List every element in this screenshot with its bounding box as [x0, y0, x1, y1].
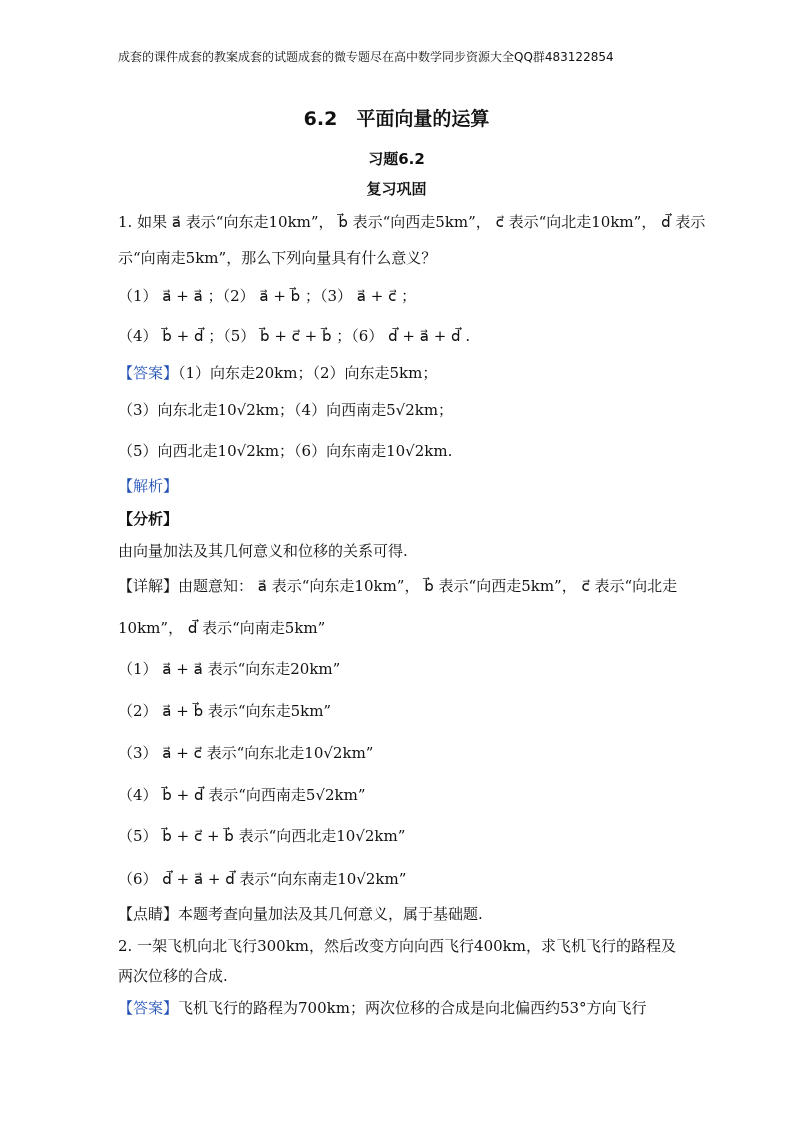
line-text: （1）向东走20km；（2）向东走5km；: [178, 364, 438, 382]
answer-tag: 【答案】: [118, 364, 179, 382]
line-text: 飞机飞行的路程为700km；两次位移的合成是向北偏西约53°方向飞行: [178, 999, 647, 1017]
text-line: [118, 936, 676, 956]
text-line: [118, 248, 436, 268]
text-line: [118, 743, 373, 763]
line-text: （4） b⃗ + d⃗ ；（5） b⃗ + c⃗ + b⃗ ；（6） d⃗ + a⃗ + d⃗ .: [118, 327, 471, 345]
line-text: （2） a⃗ + b⃗ 表示“向东走5km”: [118, 702, 332, 720]
text-line: [118, 441, 452, 461]
text-line: [118, 998, 647, 1018]
text-line: [118, 869, 406, 889]
line-text: （6） d⃗ + a⃗ + d⃗ 表示“向东南走10√2km”: [118, 870, 407, 888]
text-line: [118, 363, 437, 383]
text-line: [118, 659, 340, 679]
text-line: [118, 326, 470, 346]
line-text: （1） a⃗ + a⃗ 表示“向东走20km”: [118, 660, 341, 678]
line-text: （5） b⃗ + c⃗ + b⃗ 表示“向西北走10√2km”: [118, 827, 406, 845]
review-heading: 复习巩固: [366, 180, 427, 198]
answer-tag: 【答案】: [118, 999, 179, 1017]
line-text: 示“向南走5km”，那么下列向量具有什么意义？: [118, 249, 437, 267]
exercise-heading: 习题6.2: [368, 150, 425, 168]
text-line: [118, 400, 453, 420]
text-line: [118, 212, 705, 232]
line-text: （3） a⃗ + c⃗ 表示“向东北走10√2km”: [118, 744, 374, 762]
text-line: [118, 541, 408, 561]
line-text: 【点睛】本题考查向量加法及其几何意义，属于基础题.: [118, 905, 483, 923]
text-line: [118, 701, 331, 721]
text-line: [118, 966, 228, 986]
text-line: [118, 785, 366, 805]
section-title: 6.2 平面向量的运算: [303, 108, 490, 130]
line-text: （5）向西北走10√2km；（6）向东南走10√2km.: [118, 442, 453, 460]
line-text: 由向量加法及其几何意义和位移的关系可得.: [118, 542, 408, 560]
answer-tag: 【解析】: [118, 477, 179, 495]
line-text: 1. 如果 a⃗ 表示“向东走10km”， b⃗ 表示“向西走5km”， c⃗ 表示“向北走10km”， d⃗ 表示: [118, 213, 706, 231]
line-text: 【详解】由题意知： a⃗ 表示“向东走10km”， b⃗ 表示“向西走5km”， c⃗ 表示“向北走: [118, 577, 678, 595]
line-text: （4） b⃗ + d⃗ 表示“向西南走5√2km”: [118, 786, 366, 804]
text-line: [118, 904, 483, 924]
text-line: [118, 576, 677, 596]
page-header: 成套的课件成套的教案成套的试题成套的微专题尽在高中数学同步资源大全QQ群483122854: [118, 50, 614, 64]
text-line: [118, 826, 405, 846]
line-text: （1） a⃗ + a⃗ ；（2） a⃗ + b⃗ ；（3） a⃗ + c⃗ ；: [118, 287, 417, 305]
line-text: （3）向东北走10√2km；（4）向西南走5√2km；: [118, 401, 454, 419]
text-line: [118, 618, 325, 638]
line-text: 两次位移的合成.: [118, 967, 228, 985]
text-line: [118, 476, 178, 496]
text-line: [118, 286, 416, 306]
line-text: 10km”， d⃗ 表示“向南走5km”: [118, 619, 326, 637]
line-text: 【分析】: [118, 510, 179, 528]
text-line: [118, 509, 178, 529]
line-text: 2. 一架飞机向北飞行300km，然后改变方向向西飞行400km，求飞机飞行的路程及: [118, 937, 676, 955]
